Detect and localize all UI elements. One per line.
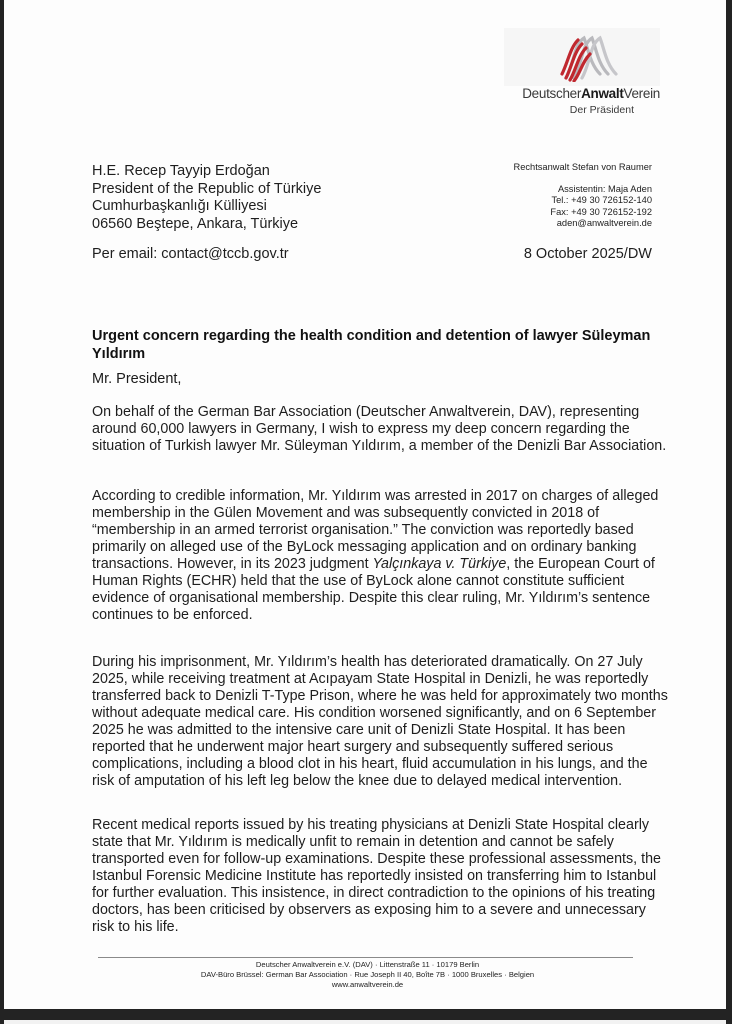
recipient-line: 06560 Beştepe, Ankara, Türkiye <box>92 215 299 232</box>
recipient-address <box>92 163 321 233</box>
body-paragraph-2: According to credible information, Mr. Yıldırım was arrested in 2017 on charges of alleged membership in the Gülen Movement and was subsequently convicted in 2018 of “membership in an armed terrorist organisation.” The conviction was reportedly based primarily on alleged use of the ByLock messaging application and on ordinary banking transactions. However, in its 2023 judgment Yalçınkaya v. Türkiye, the European Court of Human Rights (ECHR) held that the use of ByLock alone cannot constitute sufficient evidence of organisational membership. Despite this clear ruling, Mr. Yıldırım’s sentence continues to be enforced. <box>92 488 659 623</box>
sender-tel: Tel.: +49 30 726152-140 <box>551 195 652 206</box>
sender-assistant: Assistentin: Maja Aden <box>557 184 652 194</box>
body-paragraph-1: On behalf of the German Bar Association (Deutscher Anwaltverein, DAV), representing around 60,000 lawyers in Germany, I wish to express my deep concern regarding the situation of Turkish lawyer Mr. Süleyman Yıldırım, a member of the Denizli Bar Association. <box>92 404 667 454</box>
salutation: Mr. President, <box>92 371 182 387</box>
org-name: DeutscherAnwaltVerein <box>522 86 660 101</box>
case-citation: Yalçınkaya v. Türkiye <box>372 556 507 572</box>
sender-name: Rechtsanwalt Stefan von Raumer <box>513 162 652 172</box>
sender-fax: Fax: +49 30 726152-192 <box>550 206 652 217</box>
org-subtitle: Der Präsident <box>569 104 634 116</box>
dav-logo-icon <box>560 34 620 82</box>
letter-footer: Deutscher Anwaltverein e.V. (DAV) · Littenstraße 11 · 10179 Berlin DAV-Büro Brüssel: German Bar Association · Rue Joseph II 40, Boîte 7B · 1000 Bruxelles · Belgien www.anwaltverein.de <box>200 960 535 989</box>
body-paragraph-3: During his imprisonment, Mr. Yıldırım’s health has deteriorated dramatically. On 27 July 2025, while receiving treatment at Acıpayam State Hospital in Denizli, he was reportedly transferred back to Denizli T-Type Prison, where he was held for approximately two months without adequate medical care. His condition worsened significantly, and on 6 September 2025 he was admitted to the intensive care unit of Denizli State Hospital. It has been reported that he underwent major heart surgery and subsequently suffered serious complications, including a blood clot in his heart, fluid accumulation in his lungs, and the risk of amputation of his left leg below the knee due to delayed medical intervention. <box>92 654 668 789</box>
recipient-line: President of the Republic of Türkiye <box>92 180 322 197</box>
recipient-line: Cumhurbaşkanlığı Külliyesi <box>92 198 267 214</box>
letter-date: 8 October 2025/DW <box>523 246 652 262</box>
recipient-line: H.E. Recep Tayyip Erdoğan <box>92 163 270 179</box>
letter-subject: Urgent concern regarding the health condition and detention of lawyer Süleyman Yıldırım <box>92 328 651 362</box>
sender-email: aden@anwaltverein.de <box>556 217 652 228</box>
footer-divider <box>98 957 633 958</box>
sender-contact <box>550 184 652 229</box>
recipient-email: Per email: contact@tccb.gov.tr <box>92 246 289 262</box>
body-paragraph-4: Recent medical reports issued by his treating physicians at Denizli State Hospital clearly state that Mr. Yıldırım is medically unfit to remain in detention and cannot be safely transported even for follow-up examinations. Despite these professional assessments, the Istanbul Forensic Medicine Institute has reportedly insisted on transferring him to Istanbul for further evaluation. This insistence, in direct contradiction to the opinions of his treating doctors, has been criticised by observers as exposing him to a severe and unnecessary risk to his life. <box>92 817 661 935</box>
next-page-edge <box>4 1020 726 1024</box>
